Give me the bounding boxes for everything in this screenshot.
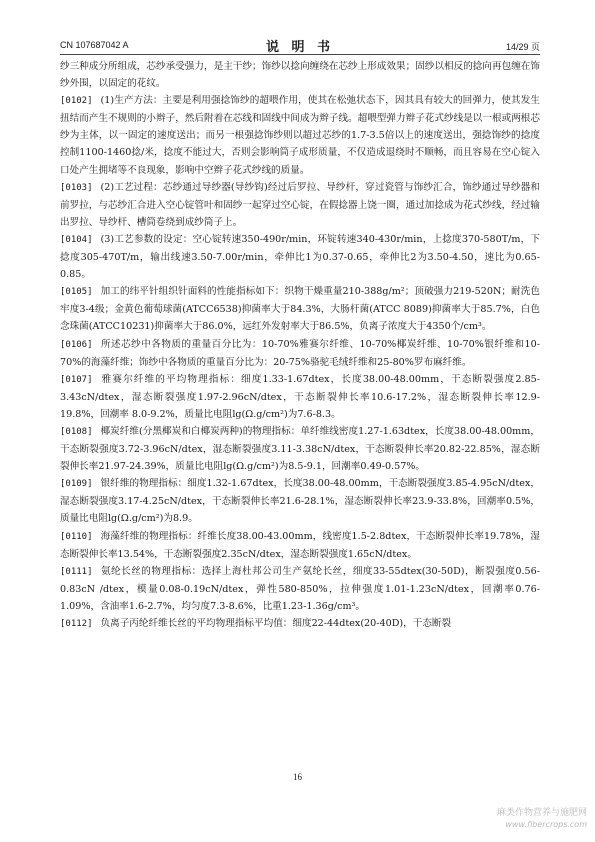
- document-body: [60, 58, 540, 633]
- paragraph-text: 椰炭纤维(分黑椰炭和白椰炭两种)的物理指标：单纤维线密度1.27-1.63dtex，长度38.00-48.00mm，干态断裂强度3.72-3.96cN/dtex，湿态断裂强度3.11-3.38cN/dtex，干态断裂伸长率20.82-22.85%，湿态断裂伸长率21.97-24.39%，质量比电阻lg(Ω.g/cm²)为8.5-9.1，回潮率0.49-0.57%。: [60, 425, 540, 473]
- paragraph: [60, 423, 540, 475]
- paragraph-number: [0111]: [60, 566, 93, 577]
- paragraph-text: 负离子丙纶纤维长丝的平均物理指标平均值：细度22-44dtex(20-40D)，干态断裂: [100, 618, 452, 629]
- paragraph: [60, 615, 540, 633]
- document-number: CN 107687042 A: [60, 40, 129, 50]
- paragraph: [60, 92, 540, 178]
- paragraph-number: [0110]: [60, 531, 93, 542]
- page-reference: 14/29 页: [505, 42, 540, 52]
- paragraph-number: [0112]: [60, 619, 93, 629]
- header-divider: [60, 54, 540, 55]
- watermark: [497, 808, 587, 830]
- paragraph: [60, 336, 540, 371]
- paragraph: [60, 179, 540, 231]
- paragraph-number: [0109]: [60, 479, 93, 490]
- paragraph-number: [0106]: [60, 339, 93, 350]
- paragraph: [60, 528, 540, 563]
- paragraph: [60, 231, 540, 283]
- paragraph-text: (3)工艺参数的设定：空心锭转速350-490r/min，环锭转速340-430r/min，上捻度370-580T/m，下捻度305-470T/m，输出线速3.50-7.00r/min，牵伸比1为0.37-0.65，牵伸比2为3.50-4.50，速比为0.65-0.85。: [60, 233, 540, 281]
- paragraph-text: 海藻纤维的物理指标：纤维长度38.00-43.00mm，线密度1.5-2.8dtex，干态断裂伸长率19.78%，湿态断裂伸长率13.54%，干态断裂强度2.35cN/dtex，湿态断裂强度1.65cN/dtex。: [60, 530, 540, 560]
- paragraph-text: 纱三种成分所组成，芯纱承受强力，是主干纱；饰纱以捻向缠绕在芯纱上形成效果；固纱以相反的捻向再包缠在饰纱外围，以固定的花纹。: [60, 61, 540, 90]
- watermark-url: www.fibercrops.com: [505, 820, 587, 829]
- paragraph-number: [0108]: [60, 426, 93, 437]
- paragraph-number: [0103]: [60, 182, 93, 193]
- paragraph: [60, 475, 540, 527]
- paragraph-text: (1)生产方法：主要是利用强捻饰纱的超喂作用，使其在松弛状态下，因其具有较大的回弹力，使其发生扭结而产生不规则的小辫子，然后附着在芯线和固线中间成为辫子线。超喂型弹力辫子花式纱线是以一根或两根芯纱为主体，以一固定的速度送出；而另一根强捻饰纱则以超过芯纱的1.7-3.5倍以上的速度送出，强捻饰纱的捻度控制1100-1460捻/米，捻度不能过大，否则会影响筒子成形质量，不仅造成退绕时不顺畅，而且容易在空心锭入口处产生拥堵等不良现象，影响中空辫子花式纱线的质量。: [60, 95, 540, 176]
- watermark-site-name: 麻类作物营养与施肥网: [496, 808, 587, 818]
- paragraph-text: 所述芯纱中各物质的重量百分比为：10-70%雅赛尔纤维、10-70%椰炭纤维、10-70%银纤维和10-70%的海藻纤维；饰纱中各物质的重量百分比为：20-75%骆驼毛绒纤维和25-80%罗布麻纤维。: [60, 338, 540, 368]
- paragraph-number: [0105]: [60, 287, 93, 298]
- paragraph-text: (2)工艺过程：芯纱通过导纱器(导纱钩)经过后罗拉、导纱杆，穿过瓷管与饰纱汇合，饰纱通过导纱器和前罗拉，与芯纱汇合进入空心锭管叶和固纱一起穿过空心锭，在假捻器上饶一圈，通过加捻成为花式纱线，经过输出罗拉、导纱杆、槽筒卷绕到成纱筒子上。: [60, 181, 540, 228]
- paragraph-number: [0107]: [60, 374, 93, 385]
- page-number: 16: [293, 772, 302, 782]
- paragraph-text: 银纤维的物理指标：细度1.32-1.67dtex，长度38.00-48.00mm，干态断裂强度3.85-4.95cN/dtex，湿态断裂强度3.17-4.25cN/dtex，干态断裂伸长率21.6-28.1%，湿态断裂伸长率23.9-33.8%，回潮率0.5%，质量比电阻lg(Ω.g/cm²)为8.9。: [60, 478, 540, 525]
- paragraph: [60, 371, 540, 423]
- paragraph-text: 加工的纬平针组织针面料的性能指标如下：织物干燥重量210-388g/m²；顶破强力219-520N；耐洗色牢度3-4级；金黄色葡萄球菌(ATCC6538)抑菌率大于84.3%，大肠杆菌(ATCC 8089)抑菌率大于85.7%，白色念珠菌(ATCC10231)抑菌率大于86.0%，远红外发射率大于86.5%，负离子浓度大于4350个/cm³。: [60, 286, 540, 333]
- paragraph-text: 雅赛尔纤维的平均物理指标：细度1.33-1.67dtex，长度38.00-48.00mm，干态断裂强度2.85-3.43cN/dtex，湿态断裂强度1.97-2.96cN/dtex，干态断裂伸长率10.6-17.2%，湿态断裂伸长率12.9-19.8%，回潮率 8.0-9.2%，质量比电阻lg(Ω.g/cm²)为7.6-8.3。: [60, 373, 540, 420]
- paragraph: [60, 58, 540, 92]
- page-header: [60, 36, 540, 55]
- paragraph-number: [0102]: [60, 96, 93, 107]
- paragraph-number: [0104]: [60, 234, 93, 245]
- paragraph: [60, 563, 540, 615]
- paragraph: [60, 283, 540, 335]
- document-title: 说 明 书: [265, 40, 335, 55]
- paragraph-text: 氨纶长丝的物理指标：选择上海杜邦公司生产氨纶长丝，细度33-55dtex(30-50D)，断裂强度0.56-0.83cN /dtex，模量0.08-0.19cN/dtex，弹性580-850%，拉伸强度1.01-1.23cN/dtex，回潮率0.76-1.09%，含油率1.6-2.7%，均匀度7.3-8.6%，比重1.23-1.36g/cm³。: [60, 565, 540, 612]
